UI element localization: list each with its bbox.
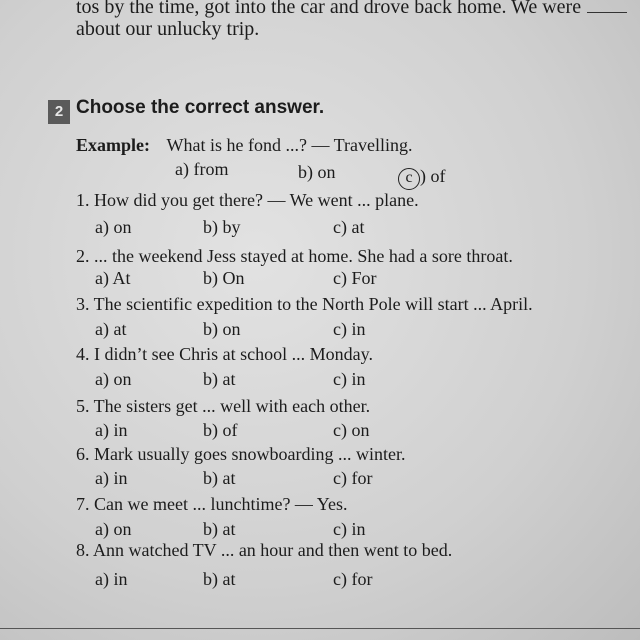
question-text: 6. Mark usually goes snowboarding ... winter. xyxy=(76,444,406,464)
example-label: Example: xyxy=(76,135,150,155)
example-text: What is he fond ...? — Travelling. xyxy=(166,135,413,155)
answer-blank xyxy=(587,12,627,13)
task-number-badge: 2 xyxy=(48,100,70,124)
question-text: 4. I didn’t see Chris at school ... Monday. xyxy=(76,344,373,364)
answer-option-c: c) in xyxy=(333,519,366,539)
answer-option-a: a) on xyxy=(95,369,132,389)
answer-option-a: a) on xyxy=(95,217,132,237)
answer-option-b: b) at xyxy=(203,468,236,488)
answer-option-a: a) At xyxy=(95,268,131,288)
answer-option-c: c) for xyxy=(333,468,373,488)
answer-option-c: c) in xyxy=(333,369,366,389)
answer-option-b: b) on xyxy=(203,319,241,339)
answer-option-c: c) For xyxy=(333,268,377,288)
task-title: Choose the correct answer. xyxy=(76,97,325,118)
answer-option-b: b) of xyxy=(203,420,238,440)
question-text: 1. How did you get there? — We went ... plane. xyxy=(76,190,419,210)
answer-option-a: a) in xyxy=(95,420,128,440)
answer-option-b: b) at xyxy=(203,369,236,389)
example-option-c: c ) of xyxy=(398,166,446,190)
circled-answer: c xyxy=(398,168,420,190)
question-text: 5. The sisters get ... well with each other. xyxy=(76,396,371,416)
answer-option-a: a) at xyxy=(95,319,127,339)
example-question xyxy=(76,135,412,156)
example-option-a: a) from xyxy=(175,159,229,179)
example-option-b: b) on xyxy=(298,162,336,182)
answer-option-a: a) in xyxy=(95,569,128,589)
previous-exercise-line2: about our unlucky trip. xyxy=(76,18,260,40)
answer-option-c: c) on xyxy=(333,420,370,440)
answer-option-a: a) in xyxy=(95,468,128,488)
answer-option-c: c) at xyxy=(333,217,365,237)
question-text: 2. ... the weekend Jess stayed at home. She had a sore throat. xyxy=(76,246,513,266)
answer-option-b: b) at xyxy=(203,519,236,539)
answer-option-a: a) on xyxy=(95,519,132,539)
previous-exercise-line1: tos by the time, got into the car and drove back home. We were xyxy=(76,0,582,18)
answer-option-b: b) at xyxy=(203,569,236,589)
answer-option-b: b) On xyxy=(203,268,245,288)
answer-option-c: c) in xyxy=(333,319,366,339)
page-divider xyxy=(0,628,640,629)
answer-option-c: c) for xyxy=(333,569,373,589)
question-text: 7. Can we meet ... lunchtime? — Yes. xyxy=(76,494,348,514)
question-text: 8. Ann watched TV ... an hour and then went to bed. xyxy=(76,540,453,560)
question-text: 3. The scientific expedition to the North Pole will start ... April. xyxy=(76,294,533,314)
answer-option-b: b) by xyxy=(203,217,241,237)
